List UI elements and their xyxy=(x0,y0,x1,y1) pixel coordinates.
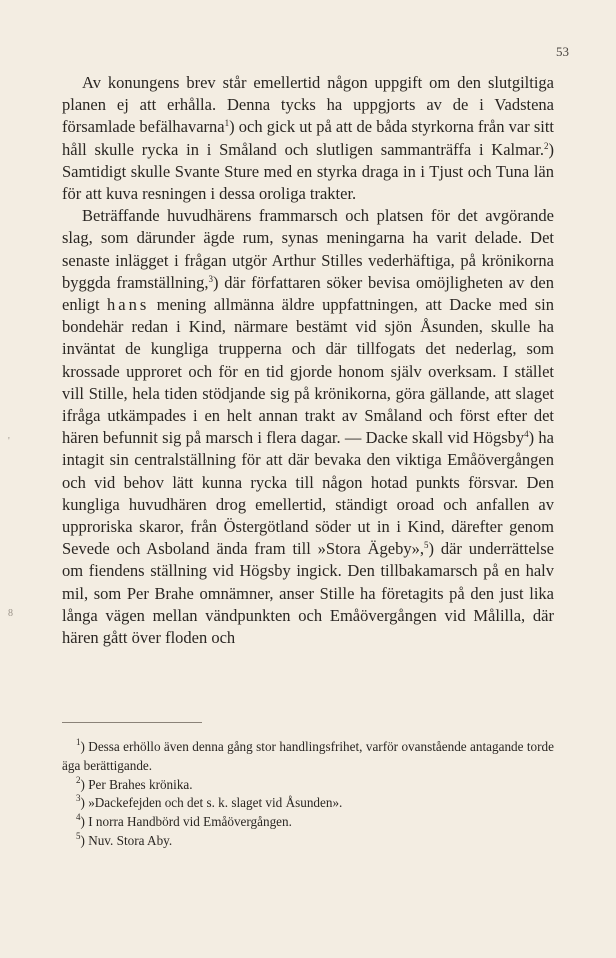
text-run: mening allmänna äldre uppfattningen, att Dacke med sin bondehär redan i Kind, närmare bestämt vid sjön Åsunden, skulle ha inväntat de kungliga trupperna och där tillfogats det nederlag, som krossade upproret och för en tid gjorde honom själv overksam. I stället vill Stille, hela tiden stödjande sig på krönikorna, göra gällande, att slaget ifråga utkämpades i en helt annan trakt av Småland och först efter det hären befunnit sig på marsch i flera dagar. — Dacke skall vid Högsby xyxy=(62,295,554,448)
footnote-text: ) I norra Handbörd vid Emåövergången. xyxy=(80,814,292,830)
footnote-mark: 5 xyxy=(76,830,81,841)
text-run: Av konungens brev står emellertid någon uppgift om den slutgiltiga planen ej att erhålla. Denna tycks ha uppgjorts av de i Vadstena församlade befälhavarna xyxy=(62,73,554,137)
footnote-divider xyxy=(62,722,202,723)
footnote-text: ) Per Brahes krönika. xyxy=(80,776,193,792)
footnote xyxy=(62,813,554,832)
text-run: ) Samtidigt skulle Svante Sture med en styrka draga in i Tjust och Tuna län för att kuva resningen i dessa oroliga trakter. xyxy=(62,139,554,204)
footnote-text: ) Dessa erhöllo även denna gång stor handlingsfrihet, varför ovanstående antagande torde äga berättigande. xyxy=(62,739,554,773)
footnote xyxy=(62,794,554,813)
footnote-mark: 3 xyxy=(76,793,81,804)
text-run: ) ha intagit sin centralställning för att där bevaka den viktiga Emåövergången och vid behov lätt kunna rycka till någon hotad punkts försvar. Den kungliga huvudhären drog emellertid, ständigt oroad och anfallen av upproriska skaror, från Östergötland söder ut in i Kind, därefter genom Sevede och Asboland ända fram till »Stora Ägeby», xyxy=(62,428,554,559)
page-number: 53 xyxy=(556,44,569,59)
footnote-text: ) Nuv. Stora Aby. xyxy=(80,832,173,848)
margin-mark: ' xyxy=(8,436,10,447)
footnote-text: ) »Dackefejden och det s. k. slaget vid Åsunden». xyxy=(80,795,343,811)
footnote xyxy=(62,832,554,851)
footnote-ref: 5 xyxy=(423,540,429,551)
footnote-ref: 1 xyxy=(224,118,230,129)
text-run: ) där underrättelse om fiendens ställning vid Högsby ingick. Den tillbakamarsch på en halv mil, som Per Brahe omnämner, anser Stille ha företagits på den just lika långa vägen mellan vändpunkten och Emåövergången vid Målilla, där hären gått över floden och xyxy=(62,539,554,648)
text-run: Beträffande huvudhärens frammarsch och platsen för det avgörande slag, som därunder ägde rum, synas meningarna ha varit delade. Det senaste inlägget i frågan utgör Arthur Stilles vederhäftiga, på krönikorna byggda framställning, xyxy=(62,206,554,292)
text-run: ) och gick ut på att de båda styrkorna från var sitt håll skulle rycka in i Småland och slutligen sammanträffa i Kalmar. xyxy=(62,117,554,159)
footnote-mark: 2 xyxy=(76,774,81,785)
footnote-ref: 4 xyxy=(524,429,529,440)
emphasized-text: hans xyxy=(107,295,150,315)
footnote-ref: 3 xyxy=(208,273,213,284)
body-paragraph xyxy=(62,205,554,649)
margin-mark: 8 xyxy=(8,608,13,619)
body-text xyxy=(62,72,554,649)
body-paragraph xyxy=(62,72,554,205)
footnote xyxy=(62,776,554,795)
footnote xyxy=(62,738,554,776)
footnotes xyxy=(62,738,554,851)
text-run: ) där författaren söker bevisa omöjligheten av den enligt xyxy=(62,272,554,315)
footnote-mark: 4 xyxy=(76,812,81,823)
footnote-mark: 1 xyxy=(76,737,81,747)
footnote-ref: 2 xyxy=(544,140,549,151)
